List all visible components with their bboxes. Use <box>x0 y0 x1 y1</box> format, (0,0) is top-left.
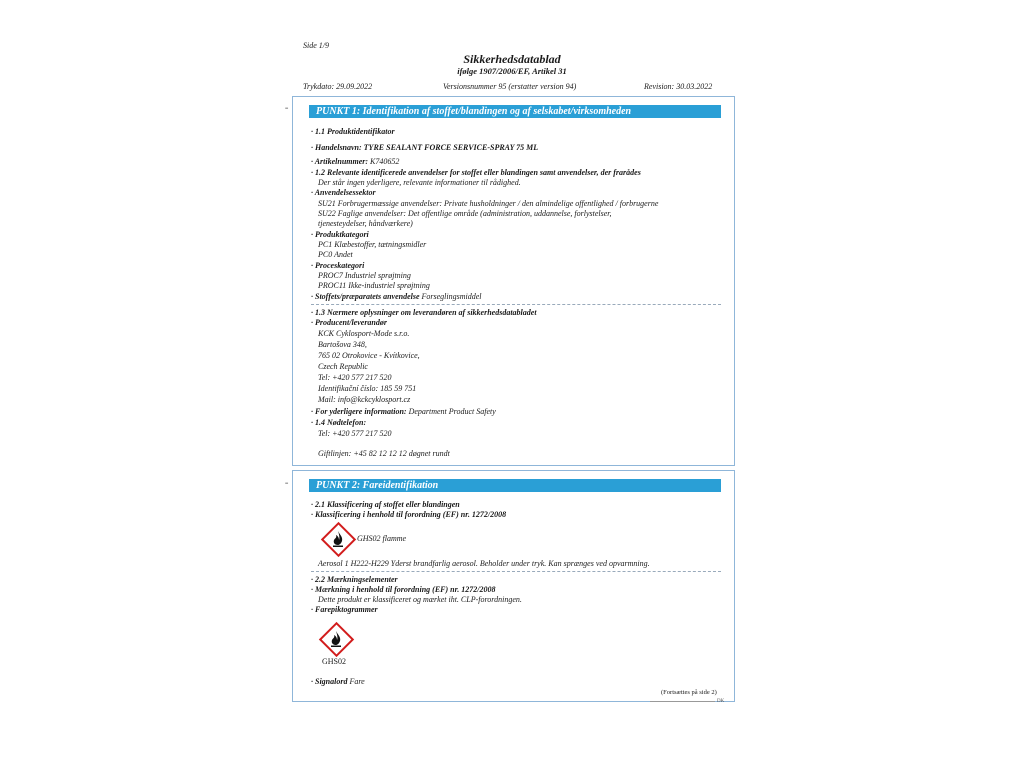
s1-line: Mail: info@kckcyklosport.cz <box>318 395 411 404</box>
s2-line: · Mærkning i henhold til forordning (EF) nr. 1272/2008 <box>311 585 496 594</box>
s1-more-info-label: · For yderligere information: <box>311 407 409 416</box>
s1-line: tjenesteydelser, håndværkere) <box>318 219 413 228</box>
s1-line: Czech Republic <box>318 362 368 371</box>
version-number: Versionsnummer 95 (erstatter version 94) <box>443 82 577 91</box>
print-date: Trykdato: 29.09.2022 <box>303 82 373 91</box>
s1-line: PROC7 Industriel sprøjtning <box>318 271 411 280</box>
s1-line: PC1 Klæbestoffer, tætningsmidler <box>318 240 427 249</box>
s1-line: KCK Cyklosport-Mode s.r.o. <box>318 329 410 338</box>
s1-trade-name-label: · Handelsnavn: <box>311 143 364 152</box>
s2-line: · Farepiktogrammer <box>311 605 378 614</box>
s2-signal-value: Fare <box>349 677 365 686</box>
s1-line: Identifikační číslo: 185 59 751 <box>318 384 417 393</box>
s1-line: Tel: +420 577 217 520 <box>318 373 392 382</box>
s1-line: Der står ingen yderligere, relevante informationer til rådighed. <box>318 178 521 187</box>
s2-line: Aerosol 1 H222-H229 Yderst brandfarlig aerosol. Beholder under tryk. Kan sprænges ved opvarmning. <box>318 559 650 568</box>
s1-more-info <box>311 407 496 417</box>
s1-usage <box>311 292 482 302</box>
s2-ghs-label: GHS02 flamme <box>357 534 407 543</box>
s1-line: · 1.1 Produktidentifikator <box>311 127 395 136</box>
s1-more-info-value: Department Product Safety <box>408 407 496 416</box>
s1-line: · 1.2 Relevante identificerede anvendelser for stoffet eller blandingen samt anvendelser, der frarådes <box>311 168 641 177</box>
s1-line: SU21 Forbrugermæssige anvendelser: Private husholdninger / den almindelige offentlighed / forbrugerne <box>318 199 659 208</box>
language-code: DK <box>717 699 725 704</box>
s2-line: · 2.2 Mærkningselementer <box>311 575 398 584</box>
s1-divider <box>311 304 721 305</box>
s1-line: · Proceskategori <box>311 261 365 270</box>
flame-hazard-icon <box>319 622 353 656</box>
s1-line: · 1.4 Nødtelefon: <box>311 418 367 427</box>
s1-usage-label: · Stoffets/præparatets anvendelse <box>311 292 422 301</box>
s2-ghs-code: GHS02 <box>322 657 347 666</box>
document-title: Sikkerhedsdatablad <box>463 52 561 66</box>
page-number: Side 1/9 <box>303 41 329 50</box>
section-1-marker: ≡ <box>285 106 289 112</box>
s1-line: Bartošova 348, <box>318 340 367 349</box>
s1-line: Tel: +420 577 217 520 <box>318 429 392 438</box>
section-2-title: PUNKT 2: Fareidentifikation <box>309 479 721 492</box>
document-subtitle: ifølge 1907/2006/EF, Artikel 31 <box>457 66 567 76</box>
s2-line: · 2.1 Klassificering af stoffet eller blandingen <box>311 500 460 509</box>
s1-line: PC0 Andet <box>318 250 353 259</box>
s1-line: · Anvendelsessektor <box>311 188 376 197</box>
s1-trade-name <box>311 143 538 153</box>
flame-hazard-icon <box>321 522 355 556</box>
s1-line: PROC11 Ikke-industriel sprøjtning <box>318 281 430 290</box>
s2-line: · Klassificering i henhold til forordning (EF) nr. 1272/2008 <box>311 510 507 519</box>
s1-line: · Producent/leverandør <box>311 318 387 327</box>
footer-rule <box>650 701 715 702</box>
section-2-marker: ≡ <box>285 481 289 487</box>
continued-note: (Fortsættes på side 2) <box>661 689 717 696</box>
s1-line: 765 02 Otrokovice - Kvítkovice, <box>318 351 420 360</box>
s1-usage-value: Forseglingsmiddel <box>421 292 482 301</box>
s2-signal-label: · Signalord <box>311 677 350 686</box>
s1-article-number <box>311 157 399 167</box>
s1-line: Giftlinjen: +45 82 12 12 12 døgnet rundt <box>318 449 450 458</box>
revision-date: Revision: 30.03.2022 <box>644 82 713 91</box>
s1-article-label: · Artikelnummer: <box>311 157 371 166</box>
s1-line: · 1.3 Nærmere oplysninger om leverandøren af sikkerhedsdatabladet <box>311 308 537 317</box>
s1-trade-name-value: TYRE SEALANT FORCE SERVICE-SPRAY 75 ML <box>363 143 539 152</box>
s1-article-value: K740652 <box>370 157 400 166</box>
s2-divider <box>311 571 721 572</box>
s2-signal-word <box>311 677 365 687</box>
s1-line: SU22 Faglige anvendelser: Det offentlige område (administration, uddannelse, forlystelser, <box>318 209 612 218</box>
s2-line: Dette produkt er klassificeret og mærket iht. CLP-forordningen. <box>318 595 522 604</box>
section-1-title: PUNKT 1: Identifikation af stoffet/blandingen og af selskabet/virksomheden <box>309 105 721 118</box>
s1-line: · Produktkategori <box>311 230 369 239</box>
